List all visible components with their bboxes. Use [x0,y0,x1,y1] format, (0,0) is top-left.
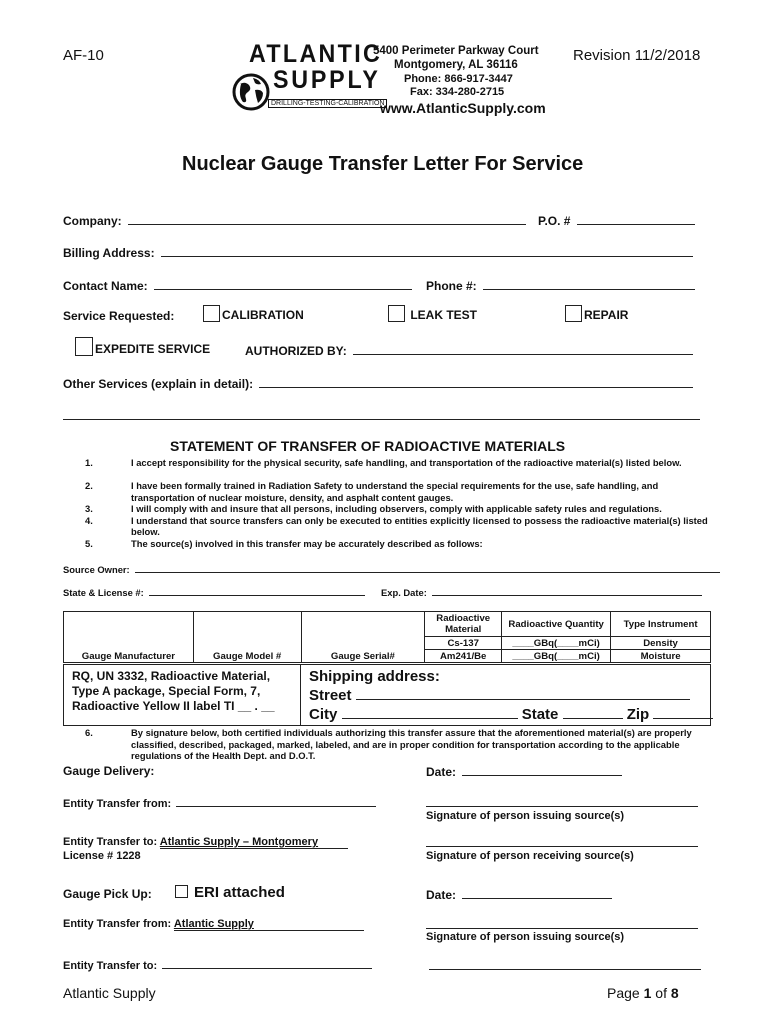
source-owner-label: Source Owner: [63,564,130,575]
expedite-checkbox[interactable] [75,337,93,356]
table-header-manufacturer: Gauge Manufacturer [64,612,194,663]
zip-label: Zip [626,706,650,723]
state-label: State [521,706,559,723]
rq-line-1: RQ, UN 3332, Radioactive Material, [72,669,271,683]
eri-option[interactable] [175,884,285,901]
page-prefix: Page [607,985,644,1001]
pickup-date-label: Date: [426,888,457,902]
page-mid: of [651,985,671,1001]
gauge-table [63,611,711,663]
page-number [607,985,679,1001]
rq-line-2: Type A package, Special Form, 7, [72,684,261,698]
logo-atlantic: ATLANTIC [249,40,383,68]
street-field[interactable] [309,686,690,704]
service-requested-label: Service Requested: [63,309,175,323]
delivery-date-label: Date: [426,765,457,779]
billing-address-field[interactable] [63,245,693,260]
repair-option[interactable] [565,305,628,322]
pickup-entity-to-label: Entity Transfer to: [63,960,158,972]
page-total: 8 [670,985,679,1001]
statement-heading: STATEMENT OF TRANSFER OF RADIOACTIVE MATERIALS [170,438,566,454]
po-field[interactable] [538,213,695,228]
delivery-entity-to-value: Atlantic Supply – Montgomery [160,836,348,849]
contact-label: Contact Name: [63,279,148,293]
other-services-label: Other Services (explain in detail): [63,377,254,391]
state-license-field[interactable] [63,587,365,598]
delivery-issuing-signature-line[interactable] [426,806,698,807]
delivery-entity-from-label: Entity Transfer from: [63,798,172,810]
city-label: City [309,706,338,723]
website: www.AtlanticSupply.com [380,100,546,116]
exp-date-field[interactable] [381,587,702,598]
delivery-entity-to-label: Entity Transfer to: [63,836,158,848]
logo-supply: SUPPLY [273,66,381,94]
company-label: Company: [63,214,122,228]
contact-name-field[interactable] [63,278,412,293]
delivery-entity-to-field[interactable] [63,836,348,848]
statement-item-5: 5. The source(s) involved in this transfer may be accurately described as follows: [85,537,483,549]
globe-icon [231,72,271,112]
address-line2: Montgomery, AL 36116 [394,59,518,71]
shipping-box [63,664,711,726]
statement-item-1: 1. I accept responsibility for the physical security, safe handling, and transportation of the radioactive material(s) listed below. [85,457,682,468]
form-code: AF-10 [63,47,104,64]
phone-field[interactable] [426,278,695,293]
exp-date-label: Exp. Date: [381,587,427,598]
gauge-pickup-label: Gauge Pick Up: [63,887,152,901]
table-header-serial: Gauge Serial# [301,612,425,663]
calibration-label: CALIBRATION [222,308,304,322]
shipping-address-label: Shipping address: [309,668,440,685]
revision: Revision 11/2/2018 [573,47,701,64]
leak-test-label: LEAK TEST [410,308,478,322]
type-cell: Moisture [611,650,711,663]
pickup-entity-from-field[interactable] [63,918,364,930]
statement-item-6: 6. By signature below, both certified individuals authorizing this transfer assure that the aforementioned material(s) are properly classified, described, packaged, marked, labeled, and are in proper condition for transportation according to the applicable regulations of the Health Dept. and D.O.T. [85,727,692,761]
calibration-checkbox[interactable] [203,305,220,322]
pickup-issuing-signature-label: Signature of person issuing source(s) [426,931,625,943]
fax-number: Fax: 334-280-2715 [410,86,505,98]
delivery-receiving-signature-line[interactable] [426,846,698,847]
pickup-issuing-signature-line[interactable] [426,928,698,929]
statement-item-2: 2. I have been formally trained in Radiation Safety to understand the special requirements for the use, safe handling, and transportation of nuclear moisture, density, and asphalt content gauges. [85,480,659,503]
quantity-cell[interactable]: ____GBq(____mCi) [502,650,611,663]
eri-checkbox[interactable] [175,885,188,898]
table-header-material: Radioactive Material [425,612,502,637]
material-cell: Am241/Be [425,650,502,663]
page-title: Nuclear Gauge Transfer Letter For Service [182,153,584,175]
pickup-entity-to-field[interactable] [63,958,372,972]
footer-company: Atlantic Supply [63,985,156,1001]
calibration-option[interactable] [203,305,304,322]
company-field[interactable] [63,213,526,228]
expedite-label: EXPEDITE SERVICE [95,342,211,356]
pickup-date-field[interactable] [426,887,612,902]
quantity-cell[interactable]: ____GBq(____mCi) [502,637,611,650]
eri-label: ERI attached [194,884,285,901]
rq-line-3: Radioactive Yellow II label TI __ . __ [72,699,275,713]
table-header-row [64,612,711,637]
phone-number: Phone: 866-917-3447 [404,73,513,85]
delivery-date-field[interactable] [426,764,622,779]
city-field[interactable] [309,705,713,723]
table-header-type: Type Instrument [611,612,711,637]
table-header-model: Gauge Model # [193,612,301,663]
po-label: P.O. # [538,214,571,228]
other-services-field[interactable] [63,376,693,391]
expedite-option[interactable] [75,337,210,356]
statement-list [63,457,713,549]
company-logo [229,40,385,114]
authorized-label: AUTHORIZED BY: [245,344,347,358]
leak-test-checkbox[interactable] [388,305,405,322]
delivery-license-number: License # 1228 [63,850,141,862]
pickup-signature-line[interactable] [429,969,701,970]
street-label: Street [309,687,352,704]
statement-item-3: 3. I will comply with and insure that all persons, including observers, comply with applicable safety rules and regulations. [85,503,662,514]
pickup-entity-from-label: Entity Transfer from: [63,918,172,930]
statement-item-4: 4. I understand that source transfers can only be executed to entities explicitly licensed to possess the radioactive material(s) listed below. [85,514,708,537]
page-current: 1 [643,985,652,1001]
pickup-entity-from-value: Atlantic Supply [174,918,364,931]
state-license-label: State & License #: [63,587,144,598]
leak-test-option[interactable] [388,305,477,322]
delivery-receiving-signature-label: Signature of person receiving source(s) [426,850,634,862]
material-cell: Cs-137 [425,637,502,650]
gauge-delivery-label: Gauge Delivery: [63,764,155,778]
phone-label: Phone #: [426,279,477,293]
address-line1: 5400 Perimeter Parkway Court [373,45,539,57]
other-services-line2[interactable] [63,419,700,420]
repair-label: REPAIR [584,308,629,322]
logo-tagline: DRILLING-TESTING-CALIBRATION [268,99,387,108]
table-header-quantity: Radioactive Quantity [502,612,611,637]
billing-label: Billing Address: [63,246,155,260]
shipping-divider [300,665,301,725]
repair-checkbox[interactable] [565,305,582,322]
type-cell: Density [611,637,711,650]
delivery-entity-from-field[interactable] [63,796,376,810]
delivery-issuing-signature-label: Signature of person issuing source(s) [426,810,625,822]
source-owner-field[interactable] [63,564,720,575]
authorized-by-field[interactable] [245,343,693,358]
